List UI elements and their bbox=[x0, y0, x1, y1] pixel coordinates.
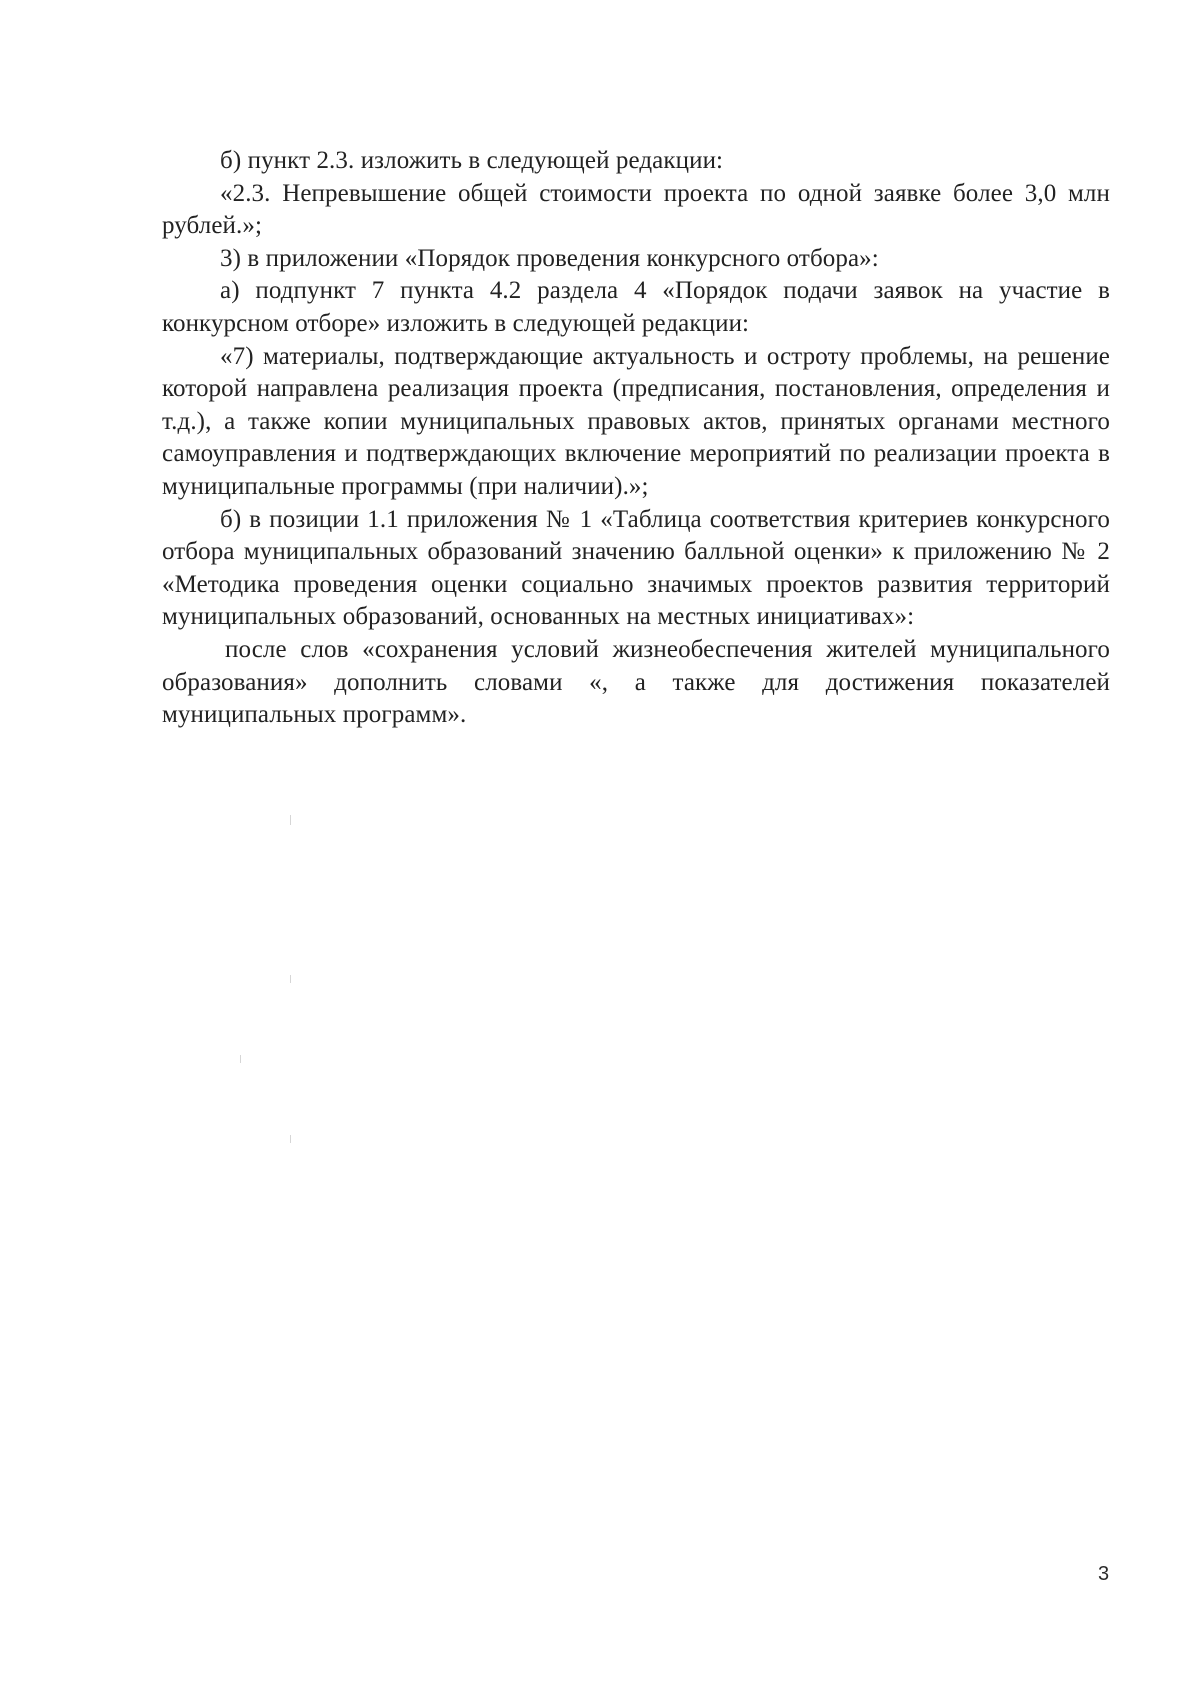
paragraph-6: б) в позиции 1.1 приложения № 1 «Таблица соответствия критериев конкурсного отбора муниципальных образований значению балльной оценки» к приложению № 2 «Методика проведения оценки социально значимых проектов развития территорий муниципальных образований, основанных на местных инициативах»: bbox=[162, 505, 1110, 631]
paragraph-3: 3) в приложении «Порядок проведения конкурсного отбора»: bbox=[220, 244, 879, 272]
paragraph-2: «2.3. Непревышение общей стоимости проекта по одной заявке более 3,0 млн рублей.»; bbox=[162, 179, 1110, 240]
document-body bbox=[162, 145, 1110, 732]
scan-mark bbox=[290, 975, 291, 983]
scan-mark bbox=[290, 1135, 291, 1143]
paragraph-5: «7) материалы, подтверждающие актуальность и остроту проблемы, на решение которой направлена реализация проекта (предписания, постановления, определения и т.д.), а также копии муниципальных правовых актов, принятых органами местного самоуправления и подтверждающих включение мероприятий по реализации проекта в муниципальные программы (при наличии).»; bbox=[162, 342, 1110, 500]
paragraph-4: а) подпункт 7 пункта 4.2 раздела 4 «Порядок подачи заявок на участие в конкурсном отборе» изложить в следующей редакции: bbox=[162, 277, 1110, 337]
paragraph-7: после слов «сохранения условий жизнеобеспечения жителей муниципального образования» дополнить словами «, а также для достижения показателей муниципальных программ». bbox=[162, 635, 1110, 729]
scan-mark bbox=[240, 1055, 241, 1063]
page-number: 3 bbox=[1098, 1563, 1110, 1585]
scan-mark bbox=[290, 815, 291, 825]
paragraph-1: б) пункт 2.3. изложить в следующей редакции: bbox=[220, 147, 724, 174]
